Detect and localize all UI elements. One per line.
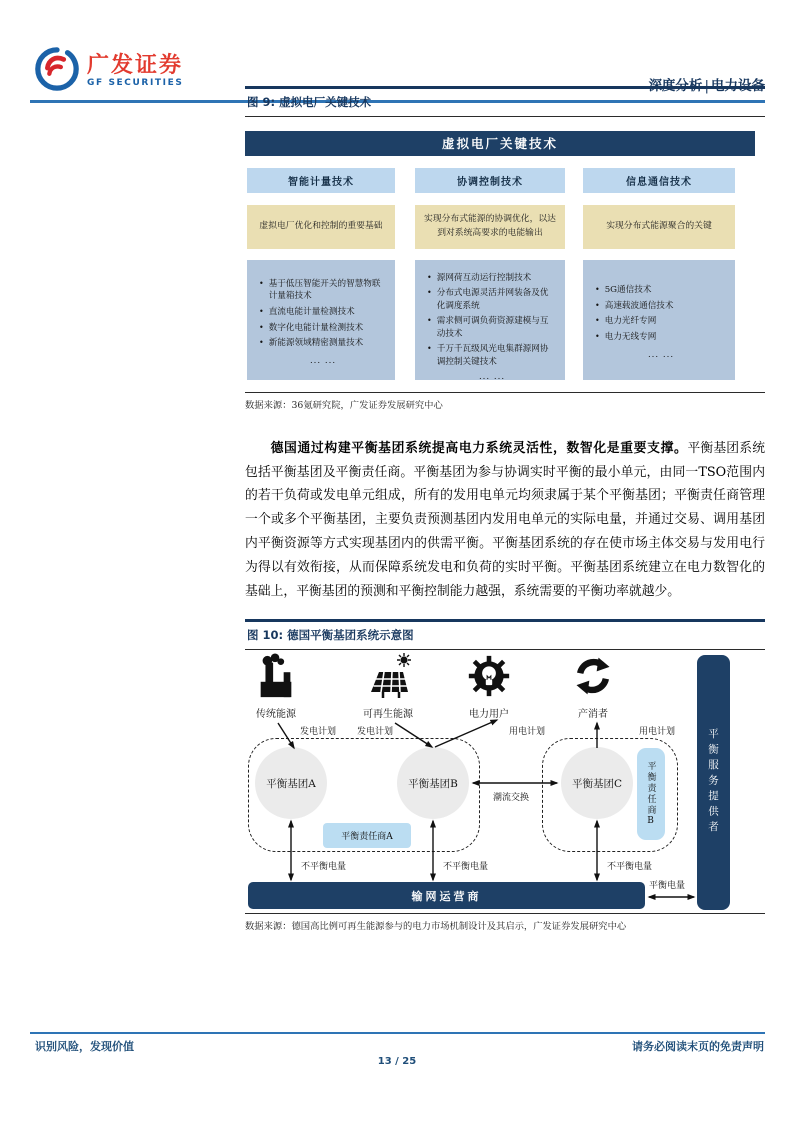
figure9-source: 数据来源：36氪研究院，广发证券发展研究中心 [245, 399, 443, 411]
figure9-col2-list [415, 260, 565, 383]
list-item: • 需求侧可调负荷资源建模与互动技术 [427, 315, 557, 340]
factory-icon [253, 652, 299, 706]
balancing-responsible-a: 平衡责任商A [323, 823, 411, 848]
list-item: • 5G通信技术 [595, 284, 727, 297]
gf-logo [34, 46, 183, 96]
list-item: • 直流电能计量检测技术 [259, 306, 387, 319]
list-item: • 基于低压智能开关的智慧物联计量箱技术 [259, 278, 387, 303]
balancing-responsible-b: 平衡责任商B [637, 748, 665, 840]
gf-logo-icon [34, 46, 80, 96]
figure9-block [245, 86, 765, 415]
balancing-service-provider-bar: 平衡服务提供者 [697, 655, 730, 910]
paragraph-lead: 德国通过构建平衡基团系统提高电力系统灵活性，数智化是重要支撑。 [270, 440, 688, 456]
actor-label-traditional: 传统能源 [256, 709, 296, 720]
paragraph-body: 平衡基团系统包括平衡基团及平衡责任商。平衡基团为参与协调实时平衡的最小单元，由同一TSO范围内的若干负荷或发电单元组成，所有的发用电单元均须隶属于某个平衡基团；平衡责任商管理一个或多个平衡基团，主要负责预测基团内发用电单元的实际电量，并通过交易、调用基团内平衡资源等方式实现基团内的供需平衡。平衡基团系统的存在使市场主体交易与发用电行为得以有效衔接，从而保障系统发电和负荷的实时平衡。平衡基团系统建立在电力数智化的基础上，平衡基团的预测和平衡控制能力越强，系统需要的平衡功率就越少。 [245, 440, 766, 599]
list-more: ... ... [647, 350, 675, 361]
figure9-banner: 虚拟电厂关键技术 [245, 131, 755, 156]
list-item: • 电力光纤专网 [595, 315, 727, 328]
figure9-canvas [245, 117, 765, 392]
balancing-group-a: 平衡基团A [255, 747, 327, 819]
actor-label-consumer: 电力用户 [469, 709, 509, 720]
list-item: • 分布式电源灵活并网装备及优化调度系统 [427, 287, 557, 312]
balancing-group-b: 平衡基团B [397, 747, 469, 819]
list-item: • 数字化电能计量检测技术 [259, 322, 387, 335]
figure9-col1-list [247, 260, 395, 380]
figure9-col3-desc: 实现分布式能源聚合的关键 [583, 205, 735, 249]
figure9-col2-desc: 实现分布式能源的协调优化，以达到对系统高要求的电能输出 [415, 205, 565, 249]
figure10-title: 图 10: 德国平衡基团系统示意图 [247, 627, 414, 642]
bulb-icon [467, 653, 511, 703]
figure10-block [245, 619, 765, 650]
gen-plan-label-b: 发电计划 [357, 727, 394, 737]
footer-divider-line [30, 1032, 765, 1034]
list-item: • 源网荷互动运行控制技术 [427, 272, 557, 285]
list-item: • 千万千瓦级风光电集群源网协调控制关键技术 [427, 343, 557, 368]
figure9-col3-list [583, 260, 735, 380]
tso-bar: 输网运营商 [248, 882, 645, 909]
footer-slogan: 识别风险，发现价值 [35, 1040, 134, 1053]
figure9-col1-desc: 虚拟电厂优化和控制的重要基础 [247, 205, 395, 249]
body-paragraph [245, 437, 765, 604]
imbalance-label-b: 不平衡电量 [443, 862, 489, 872]
figure10-diagram [245, 650, 765, 913]
logo-cn-text: 广发证券 [87, 52, 184, 78]
list-item: • 新能源领域精密测量技术 [259, 337, 387, 350]
footer-disclaimer: 请务必阅读末页的免责声明 [632, 1040, 764, 1053]
list-more: ... ... [478, 372, 506, 383]
figure10-footer [245, 913, 765, 936]
imbalance-label-a: 不平衡电量 [301, 862, 347, 872]
figure9-title: 图 9: 虚拟电厂关键技术 [247, 94, 372, 109]
logo-en-text: GF SECURITIES [87, 77, 184, 88]
prosumer-icon [571, 653, 615, 703]
list-item: • 电力无线专网 [595, 331, 727, 344]
use-plan-label-c: 用电计划 [639, 727, 676, 737]
list-item: • 高速载波通信技术 [595, 300, 727, 313]
flow-exchange-label: 潮流交换 [493, 793, 530, 803]
figure9-col2-header: 协调控制技术 [415, 168, 565, 193]
gen-plan-label-a: 发电计划 [300, 727, 337, 737]
actor-label-renewable: 可再生能源 [363, 709, 413, 720]
figure9-col3-header: 信息通信技术 [583, 168, 735, 193]
imbalance-label-c: 不平衡电量 [607, 862, 653, 872]
use-plan-label-b: 用电计划 [509, 727, 546, 737]
balancing-group-c: 平衡基团C [561, 747, 633, 819]
figure9-col1-header: 智能计量技术 [247, 168, 395, 193]
list-more: ... ... [309, 356, 337, 367]
solar-panel-icon [363, 652, 411, 706]
balance-energy-label: 平衡电量 [649, 881, 686, 891]
figure10-source: 数据来源：德国高比例可再生能源参与的电力市场机制设计及其启示，广发证券发展研究中心 [245, 921, 627, 933]
page-number: 13 / 25 [377, 1056, 417, 1067]
actor-label-prosumer: 产消者 [578, 709, 608, 720]
